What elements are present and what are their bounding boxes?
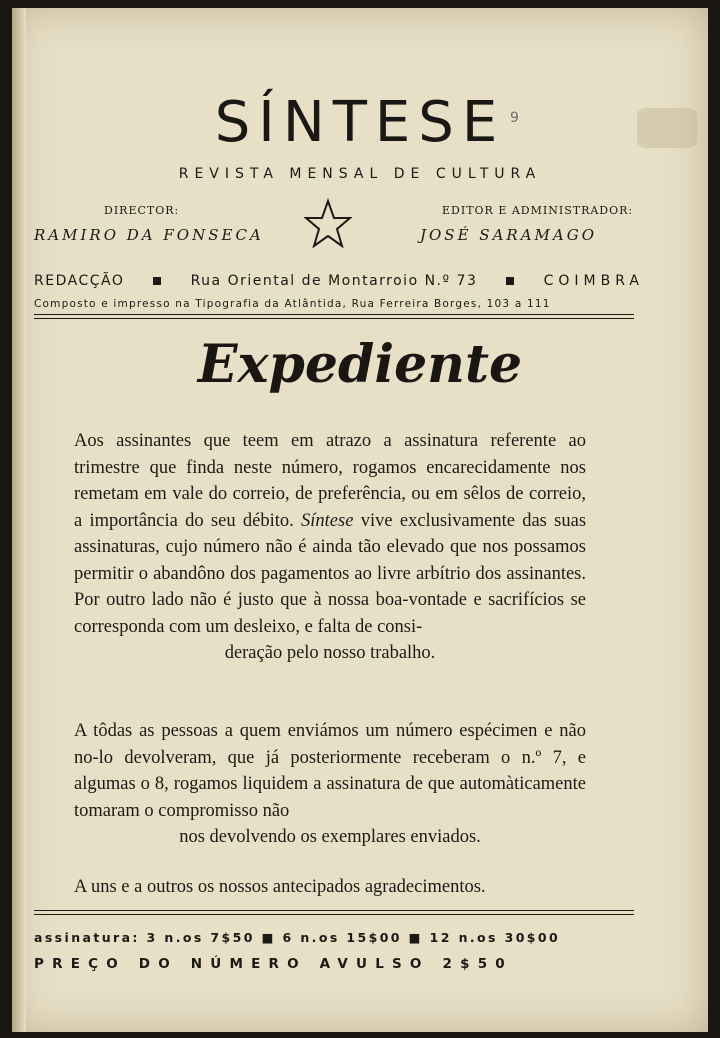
address-line — [34, 273, 644, 289]
single-issue-price: PREÇO DO NÚMERO AVULSO 2$50 — [34, 956, 513, 972]
editor-label: EDITOR E ADMINISTRADOR: — [442, 204, 634, 217]
magazine-page — [12, 8, 708, 1032]
masthead-subtitle: REVISTA MENSAL DE CULTURA — [178, 166, 542, 182]
star-icon — [304, 198, 352, 250]
footer-rule — [34, 910, 634, 911]
header-rule — [34, 314, 634, 315]
section-heading: Expediente — [197, 334, 523, 395]
paragraph-2: A tôdas as pessoas a quem enviámos um número espécimen e não no-lo devolveram, que já posteriormente receberam o n.º 7, e algumas o 8, rogamos liquidem a assinatura de que automàticamente tomaram o compromisso não nos devolvendo os exemplares enviados. — [74, 721, 586, 847]
director-name: RAMIRO DA FONSECA — [34, 226, 264, 244]
printer-line: Composto e impresso na Tipografia da Atlântida, Rua Ferreira Borges, 103 a 111 — [34, 298, 551, 310]
footer-rule-thin — [34, 914, 634, 915]
bullet-square-icon — [506, 277, 514, 285]
header-rule-thin — [34, 318, 634, 319]
editor-name: JOSÉ SARAMAGO — [420, 226, 598, 244]
page-spine-shadow — [12, 8, 26, 1032]
masthead-title: SÍNTESE — [214, 90, 506, 155]
redaccao-label: REDACÇÃO — [34, 273, 125, 289]
director-label: DIRECTOR: — [104, 204, 180, 217]
pencil-annotation: 9 — [510, 110, 519, 126]
street-address: Rua Oriental de Montarroio N.º 73 — [190, 273, 478, 289]
subscription-prices: assinatura: 3 n.os 7$50 ■ 6 n.os 15$00 ■ 12 n.os 30$00 — [34, 930, 561, 945]
paragraph-3: A uns e a outros os nossos antecipados agradecimentos. — [74, 877, 486, 897]
paragraph-1: Aos assinantes que teem em atrazo a assinatura referente ao trimestre que finda neste número, rogamos encarecidamente nos remetam em vale do correio, de preferência, ou em sêlos de correio, a importância do seu débito. Síntese vive exclusivamente das suas assinaturas, cujo número não é ainda tão elevado que nos possamos permitir o abandôno dos pagamentos ao livre arbítrio dos assinantes. Por outro lado não é justo que à nossa boa-vontade e sacrifícios se corresponda com um desleixo, e falta de consi- deração pelo nosso trabalho. — [74, 431, 587, 663]
magazine-name-italic: Síntese — [301, 510, 354, 531]
bullet-square-icon — [153, 277, 161, 285]
city: COIMBRA — [543, 273, 644, 289]
